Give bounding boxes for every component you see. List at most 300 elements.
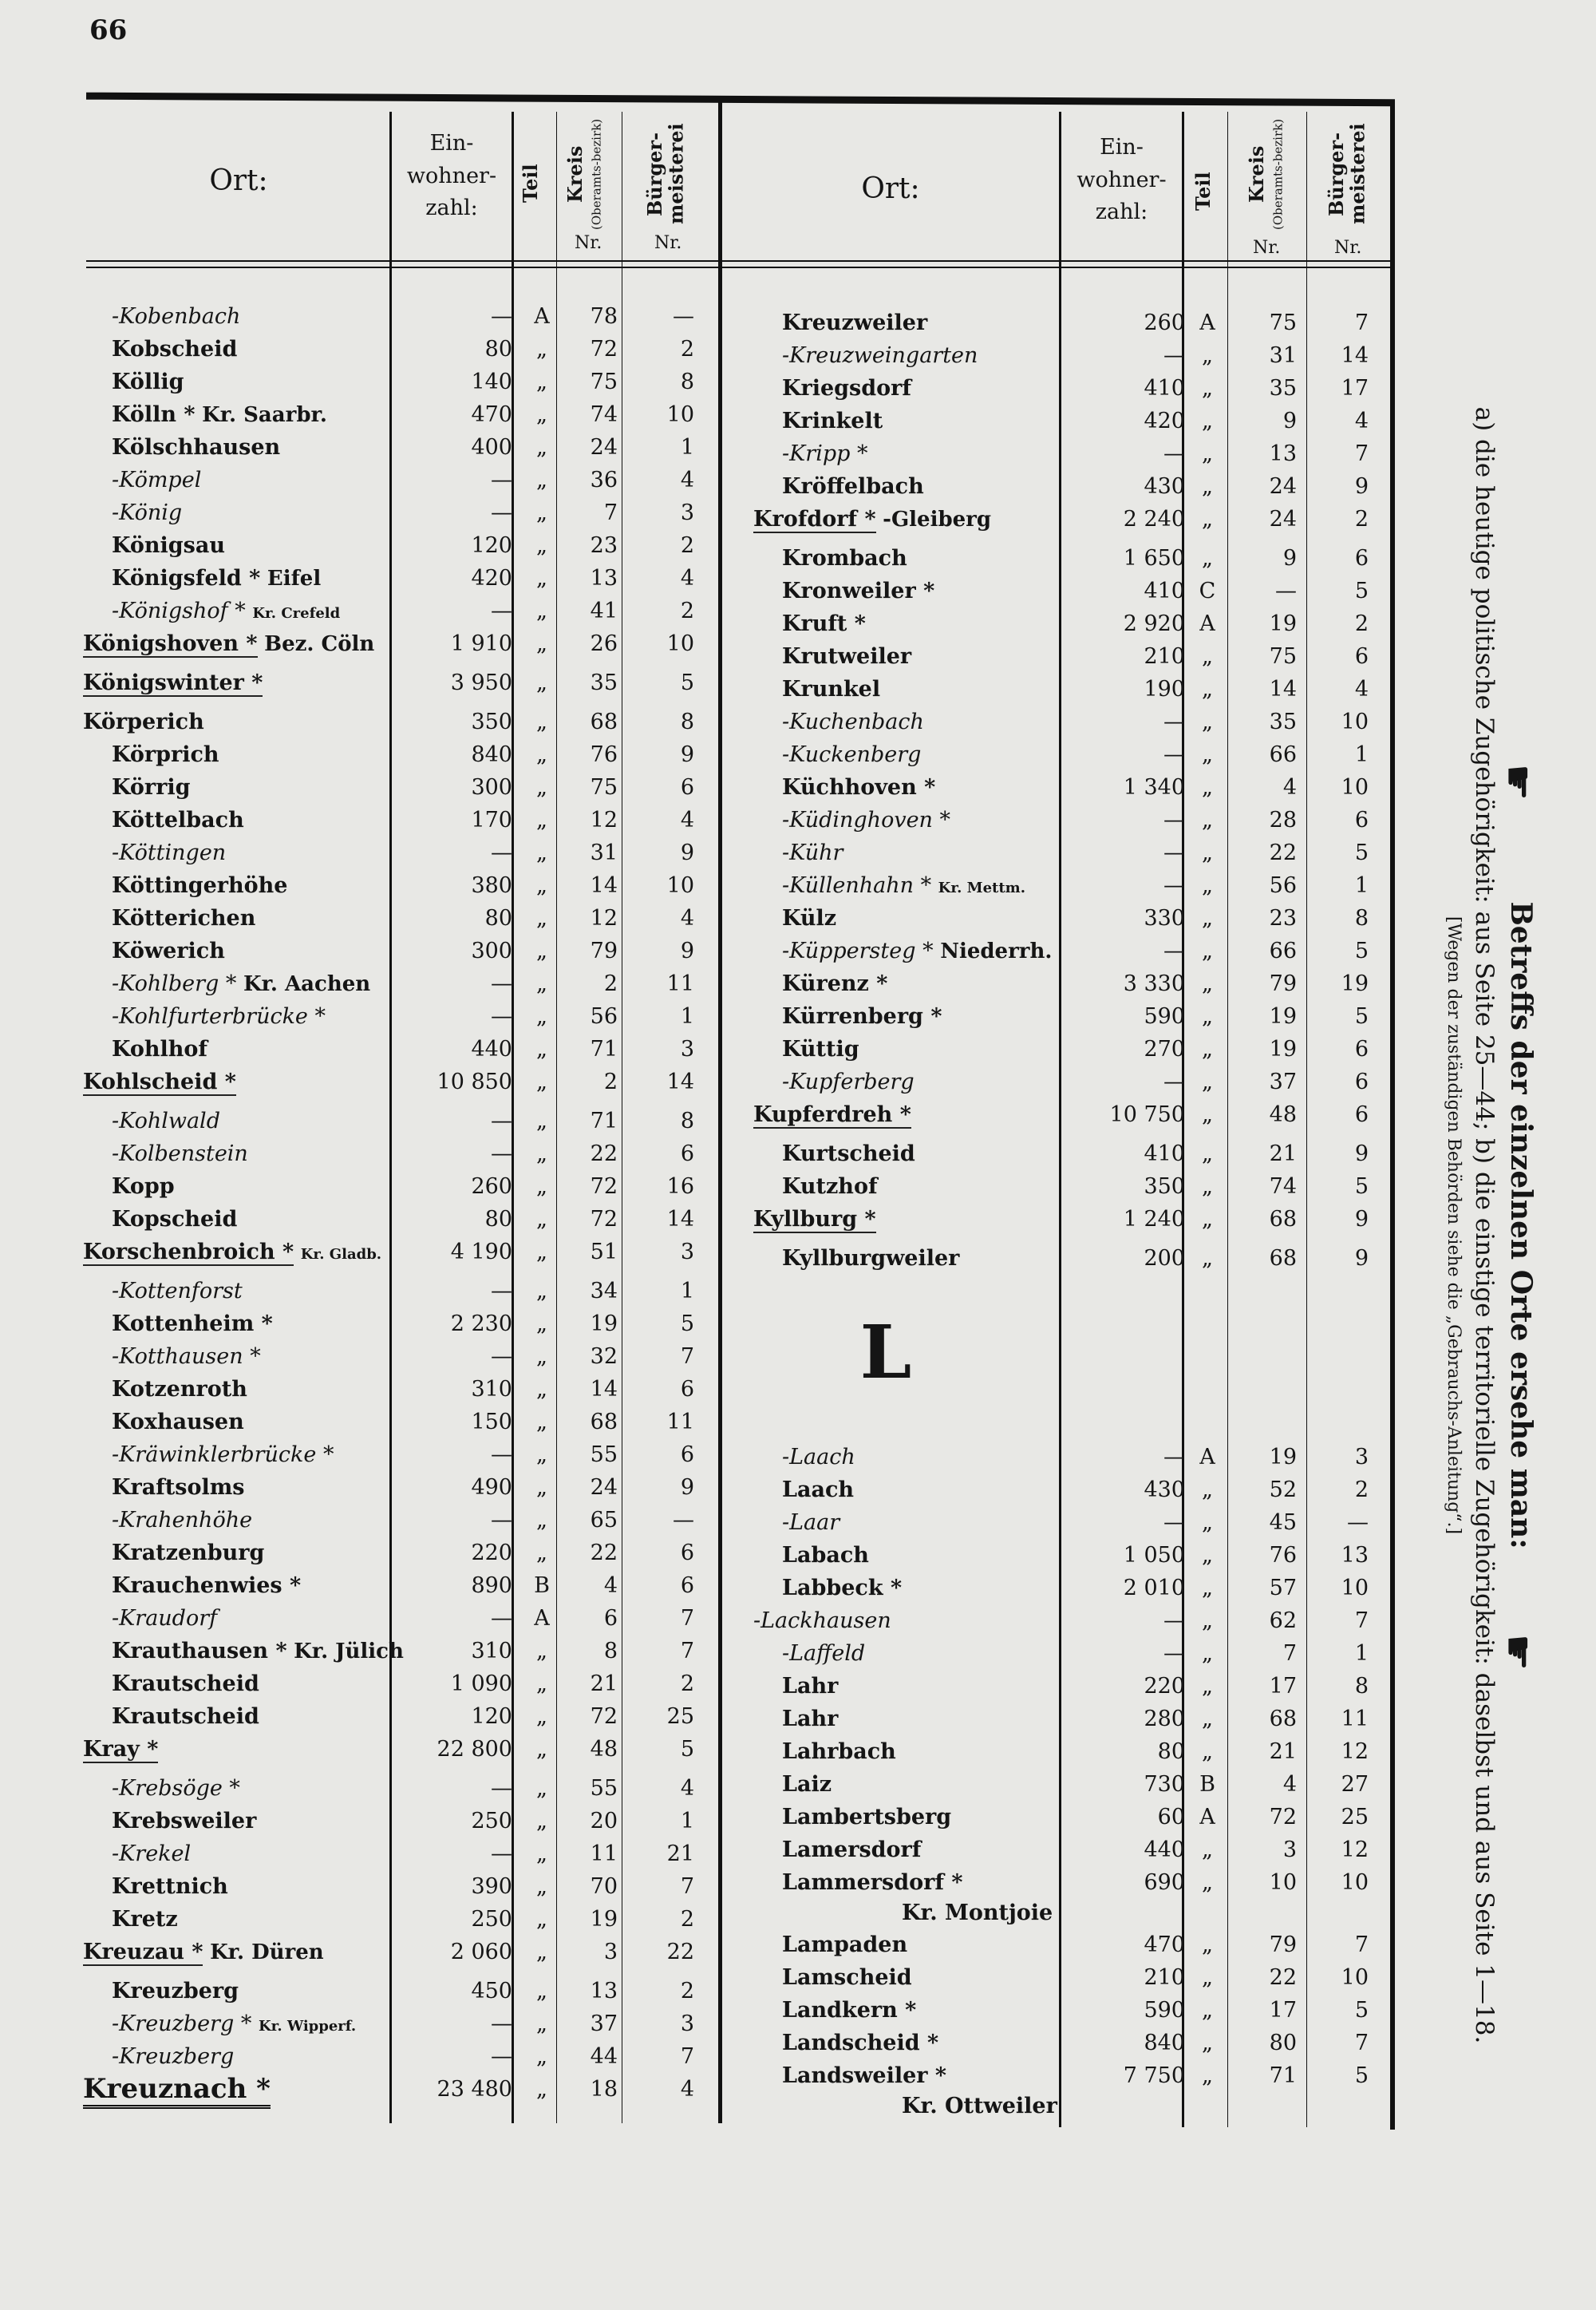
buergermeisterei-nr-cell: 6 [680,1141,694,1166]
kreis-nr-cell: 72 [590,1174,618,1199]
teil-cell: „ [1202,343,1213,368]
table-row [88,1340,718,1373]
teil-cell: A [1199,311,1215,335]
place-name: Krauchenwies * [112,1573,302,1598]
table-row [88,496,718,529]
population-cell: 60 [1157,1805,1185,1829]
kreis-nr-cell: 78 [590,304,618,329]
buergermeisterei-nr-cell: 7 [1354,2031,1369,2055]
place-name-cell [782,1866,962,1899]
header-einwohner-left: Ein- wohner- zahl: [406,131,497,220]
teil-cell: „ [536,906,547,931]
population-cell: 80 [484,1207,512,1232]
population-cell: 690 [1144,1870,1185,1895]
population-cell: 10 750 [1109,1102,1185,1127]
teil-cell: „ [1202,507,1213,532]
population-cell: — [491,1141,512,1166]
place-name: Lammersdorf * [782,1870,963,1895]
teil-cell: „ [536,631,547,656]
kreis-nr-cell: 19 [590,1907,618,1932]
buergermeisterei-nr-cell: 4 [1354,677,1369,702]
population-cell: 220 [471,1541,512,1565]
buergermeisterei-nr-cell: 6 [1354,546,1369,571]
buergermeisterei-nr-cell: 5 [1354,579,1369,603]
table-row [88,464,718,496]
place-name-cell [782,470,924,503]
table-row [758,1572,1393,1604]
buergermeisterei-nr-cell: 10 [1341,1576,1369,1600]
table-row [758,575,1393,607]
place-name: Körprich [112,742,219,767]
kreis-nr-cell: 71 [590,1037,618,1062]
place-name: Landkern * [782,1998,917,2023]
buergermeisterei-nr-cell: 4 [680,808,694,833]
teil-cell: „ [1202,1998,1213,2023]
place-name: Laach [782,1477,855,1502]
buergermeisterei-nr-cell: 14 [1341,343,1369,368]
place-name-cell [112,1275,243,1307]
population-cell: — [1163,1608,1185,1633]
kreis-nr-cell: 13 [590,1979,618,2003]
table-row [758,437,1393,470]
population-cell: 410 [1144,376,1185,401]
buergermeisterei-nr-cell: 9 [1354,474,1369,499]
buergermeisterei-nr-cell: 7 [680,1606,694,1631]
population-cell: 890 [471,1573,512,1598]
buergermeisterei-nr-cell: 3 [680,500,694,525]
population-cell: 350 [1144,1174,1185,1199]
teil-cell: A [534,1606,550,1631]
population-cell: 430 [1144,1477,1185,1502]
place-name: -Laach [782,1445,855,1469]
kreis-nr-cell: 35 [1269,710,1297,734]
teil-cell: „ [536,533,547,558]
buergermeisterei-nr-cell: 7 [680,2044,694,2069]
table-row [758,372,1393,405]
kreis-nr-cell: — [1275,579,1297,603]
kreis-nr-cell: 56 [1269,873,1297,898]
place-name: -Kuckenberg [782,742,922,767]
kreis-nr-cell: 11 [590,1841,618,1866]
buergermeisterei-nr-cell: 5 [680,670,694,695]
table-row [83,1733,718,1766]
pointing-hand-icon: ☛ [1493,763,1542,801]
table-row [88,1837,718,1870]
population-cell: 300 [471,939,512,963]
place-name-cell [112,366,184,398]
buergermeisterei-nr-cell: 9 [1354,1141,1369,1166]
buergermeisterei-nr-cell: 25 [666,1704,694,1729]
place-name: -Krekel [112,1841,192,1866]
place-name-cell [782,935,1052,968]
table-row [758,1768,1393,1801]
population-cell: 280 [1144,1707,1185,1731]
place-name-cell [782,1572,902,1604]
district-note: Kr. Ottweiler [902,2094,1057,2118]
teil-cell: „ [536,710,547,734]
teil-cell: „ [1202,808,1213,833]
teil-cell: „ [1202,1102,1213,1127]
teil-cell: „ [536,1207,547,1232]
kreis-nr-cell: 79 [590,939,618,963]
teil-cell: „ [536,566,547,591]
teil-cell: B [534,1573,550,1598]
kreis-nr-cell: 52 [1269,1477,1297,1502]
teil-cell: „ [536,1037,547,1062]
buergermeisterei-nr-cell: 6 [680,1442,694,1467]
buergermeisterei-nr-cell: 4 [680,1776,694,1801]
teil-cell: „ [1202,1543,1213,1568]
place-name: -Kobenbach [112,304,241,329]
place-name-cell [782,437,868,470]
table-row [88,1307,718,1340]
population-cell: 80 [1157,1739,1185,1764]
teil-cell: „ [1202,841,1213,865]
place-name: Labbeck * [782,1576,903,1600]
population-cell: 310 [471,1377,512,1402]
place-name-cell [112,1537,264,1569]
population-cell: 22 800 [437,1737,512,1762]
place-name-cell [112,935,225,967]
population-cell: — [1163,873,1185,898]
header-kreis-right [1246,118,1289,230]
kreis-nr-cell: 12 [590,808,618,833]
teil-cell: „ [1202,1641,1213,1666]
place-name: -Küppersteg * [782,939,934,963]
place-name: -Kraudorf [112,1606,218,1631]
table-row [83,1936,718,1968]
place-name: Krautscheid [112,1671,259,1696]
buergermeisterei-nr-cell: 2 [1354,507,1369,532]
place-name: Kohlhof [112,1037,208,1062]
kreis-nr-cell: 75 [590,370,618,394]
pointing-hand-icon: ☛ [1493,1633,1542,1671]
kreis-nr-cell: 41 [590,599,618,623]
kreis-nr-cell: 68 [590,1410,618,1434]
population-cell: 840 [1144,2031,1185,2055]
place-name-cell [112,1105,220,1137]
table-row [88,333,718,366]
population-cell: — [1163,841,1185,865]
teil-cell: „ [536,742,547,767]
place-name: Körrig [112,775,191,800]
teil-cell: A [1199,611,1215,636]
population-cell: — [1163,1510,1185,1535]
buergermeisterei-nr-cell: 22 [666,1940,694,1964]
place-name-cell [112,1504,252,1537]
table-row [88,1000,718,1033]
buergermeisterei-nr-cell: 10 [666,402,694,427]
place-name-cell [83,2073,271,2107]
place-name: Krettnich [112,1874,228,1899]
table-row [88,1406,718,1438]
table-row [758,738,1393,771]
buergermeisterei-nr-cell: 1 [680,1279,694,1303]
population-cell: 2 010 [1123,1576,1185,1600]
place-name-cell [782,869,1025,904]
kreis-nr-cell: 75 [1269,311,1297,335]
place-name: Königsau [112,533,225,558]
table-row [88,1438,718,1471]
place-name-cell [112,496,182,529]
buergermeisterei-nr-cell: 9 [680,841,694,865]
kreis-nr-cell: 74 [1269,1174,1297,1199]
kreis-nr-cell: 3 [1282,1837,1297,1862]
place-name-cell [753,1604,891,1637]
left-column-rows [83,300,718,2112]
buergermeisterei-nr-cell: 5 [1354,2063,1369,2088]
buergermeisterei-nr-cell: 10 [1341,1965,1369,1990]
buergermeisterei-nr-cell: 11 [666,971,694,996]
kreis-nr-cell: 32 [590,1344,618,1369]
buergermeisterei-nr-cell: 1 [680,1004,694,1029]
place-name-cell [782,575,934,607]
header-nr: Nr. [1334,238,1362,258]
place-name-cell [83,1936,324,1969]
table-row [758,2027,1393,2059]
teil-cell: „ [536,1174,547,1199]
population-cell: — [1163,710,1185,734]
teil-cell: „ [1202,546,1213,571]
place-name-cell [112,1805,256,1837]
district-note: Eifel [267,567,322,591]
place-name-cell [112,1975,239,2007]
center-divider [718,102,722,2123]
kreis-nr-cell: 37 [590,2011,618,2036]
table-row [758,902,1393,935]
place-name-cell [112,300,240,333]
teil-cell: „ [1202,376,1213,401]
place-name: Landsweiler * [782,2063,947,2088]
population-cell: 730 [1144,1772,1185,1797]
population-cell: 140 [471,370,512,394]
table-row [758,935,1393,967]
population-cell: — [491,1508,512,1533]
place-name-cell [112,738,219,771]
population-cell: — [1163,441,1185,466]
kreis-nr-cell: 21 [1269,1141,1297,1166]
place-name-cell [782,1994,916,2027]
teil-cell: „ [1202,971,1213,996]
population-cell: 490 [471,1475,512,1500]
place-name: Kötterichen [112,906,256,931]
population-cell: 300 [471,775,512,800]
kreis-nr-cell: 18 [590,2077,618,2102]
table-row [758,837,1393,869]
buergermeisterei-nr-cell: 21 [666,1841,694,1866]
buergermeisterei-nr-cell: 8 [1354,1674,1369,1699]
population-cell: 4 190 [450,1240,512,1264]
population-cell: 260 [471,1174,512,1199]
place-name-cell [782,372,911,405]
kreis-nr-cell: 7 [603,500,618,525]
buergermeisterei-nr-cell: 1 [680,435,694,460]
place-name-cell [112,464,201,496]
place-name: Laiz [782,1772,832,1797]
buergermeisterei-nr-cell: 7 [1354,311,1369,335]
header-kreis-left [565,118,607,230]
place-name-cell [83,1236,381,1271]
table-row [88,869,718,902]
place-name-cell [112,967,370,1001]
buergermeisterei-nr-cell: 6 [1354,1037,1369,1062]
kreis-nr-cell: 19 [1269,1037,1297,1062]
table-row [88,398,718,431]
header-nr: Nr. [654,233,682,253]
place-name: Lahr [782,1707,839,1731]
teil-cell: „ [536,599,547,623]
teil-cell: „ [536,1377,547,1402]
kreis-nr-cell: 66 [1269,939,1297,963]
teil-cell: „ [536,2077,547,2102]
place-name-cell [782,1539,869,1572]
buergermeisterei-nr-cell: 1 [1354,742,1369,767]
buergermeisterei-nr-cell: 4 [680,566,694,591]
population-cell: 2 230 [450,1311,512,1336]
kreis-label: Kreis [1245,145,1268,203]
population-cell: 3 330 [1123,971,1185,996]
teil-cell: „ [536,1809,547,1833]
population-cell: 470 [471,402,512,427]
buergermeisterei-nr-cell: 7 [680,1639,694,1663]
place-name: Kobscheid [112,337,238,362]
place-name: Külz [782,906,837,931]
teil-cell: „ [536,435,547,460]
population-cell: 400 [471,435,512,460]
buergermeisterei-nr-cell: 7 [680,1344,694,1369]
teil-cell: „ [536,1979,547,2003]
teil-cell: A [534,304,550,329]
population-cell: — [491,468,512,492]
place-name-cell [112,1406,244,1438]
kreis-nr-cell: 79 [1269,1932,1297,1957]
population-cell: 270 [1144,1037,1185,1062]
place-name-cell [112,1307,273,1340]
buergermeisterei-nr-cell: 8 [1354,906,1369,931]
place-name-cell [782,771,935,804]
place-name: Kriegsdorf [782,376,911,401]
buergermeisterei-nr-cell: 6 [1354,1070,1369,1094]
teil-cell: C [1199,579,1216,603]
place-name: -Krebsöge * [112,1776,240,1801]
teil-cell: „ [536,402,547,427]
kreis-nr-cell: 4 [1282,775,1297,800]
kreis-nr-cell: 76 [1269,1543,1297,1568]
kreis-nr-cell: 80 [1269,2031,1297,2055]
kreis-nr-cell: 23 [590,533,618,558]
header-bottom-rule-2 [86,267,1395,268]
side-note [1440,295,1540,2155]
table-row [88,1537,718,1569]
buergermeisterei-nr-cell: 8 [680,1109,694,1133]
buergermeisterei-nr-cell: 2 [680,1979,694,2003]
table-top-rule [86,93,1395,107]
kreis-nr-cell: 9 [1282,546,1297,571]
table-row [758,967,1393,1000]
place-name: Kopp [112,1174,175,1199]
table-row [88,1903,718,1936]
place-name: Kreuznach * [83,2073,271,2109]
place-name-cell [782,405,883,437]
place-name-cell [753,1203,876,1236]
table-row [753,503,1393,536]
header-bottom-rule [86,260,1395,262]
place-name: -Kreuzberg * [112,2011,252,2036]
buergermeisterei-nr-cell: 5 [1354,841,1369,865]
place-name-cell [753,503,991,536]
population-cell: 380 [471,873,512,898]
teil-cell: „ [536,500,547,525]
place-name: -Kräwinklerbrücke * [112,1442,334,1467]
table-row [758,706,1393,738]
table-row [88,562,718,595]
teil-cell: „ [1202,2063,1213,2088]
place-name-cell [782,1170,878,1203]
kreis-nr-cell: 62 [1269,1608,1297,1633]
kreis-nr-cell: 55 [590,1776,618,1801]
table-row [758,470,1393,503]
teil-cell: „ [1202,710,1213,734]
population-cell: 260 [1144,311,1185,335]
buergermeisterei-nr-cell: 6 [680,1541,694,1565]
place-name: Kruft * [782,611,866,636]
population-cell: 1 910 [450,631,512,656]
place-name-cell [112,1870,228,1903]
population-cell: — [491,1344,512,1369]
place-name: Korschenbroich * [83,1240,294,1264]
kreis-nr-cell: 31 [590,841,618,865]
place-name-cell [112,431,280,464]
place-name-cell [782,1928,907,1961]
place-name-cell [112,1602,217,1635]
buergermeisterei-nr-cell: 12 [1341,1739,1369,1764]
place-name: -Kohlberg * [112,971,237,996]
kreis-nr-cell: 17 [1269,1998,1297,2023]
place-name: -Laar [782,1510,840,1535]
population-cell: 440 [471,1037,512,1062]
kreis-nr-cell: 22 [1269,841,1297,865]
place-name-cell [782,1703,838,1735]
teil-cell: „ [536,1442,547,1467]
teil-cell: „ [536,1704,547,1729]
buergermeisterei-nr-cell: 10 [1341,775,1369,800]
teil-cell: „ [1202,1510,1213,1535]
place-name-cell [112,2007,356,2043]
buergermeisterei-nr-cell: 7 [1354,1932,1369,1957]
population-cell: — [491,971,512,996]
kreis-nr-cell: 2 [603,1070,618,1094]
kreis-nr-cell: 66 [1269,742,1297,767]
kreis-nr-cell: 71 [1269,2063,1297,2088]
place-name-cell [782,1670,838,1703]
buergermeisterei-nr-cell: 6 [680,1377,694,1402]
place-name: Kreuzberg [112,1979,239,2003]
table-row [758,542,1393,575]
kreis-nr-cell: 72 [1269,1805,1297,1829]
table-row [758,405,1393,437]
kreis-nr-cell: 19 [590,1311,618,1336]
table-row [88,1870,718,1903]
place-name-cell [782,1242,959,1275]
table-row [88,595,718,627]
population-cell: 2 240 [1123,507,1185,532]
place-name-cell [782,2059,946,2092]
kreis-nr-cell: 14 [590,873,618,898]
place-name: -Kottenforst [112,1279,243,1303]
buergermeisterei-nr-cell: 25 [1341,1805,1369,1829]
table-row [758,640,1393,673]
table-row [88,431,718,464]
